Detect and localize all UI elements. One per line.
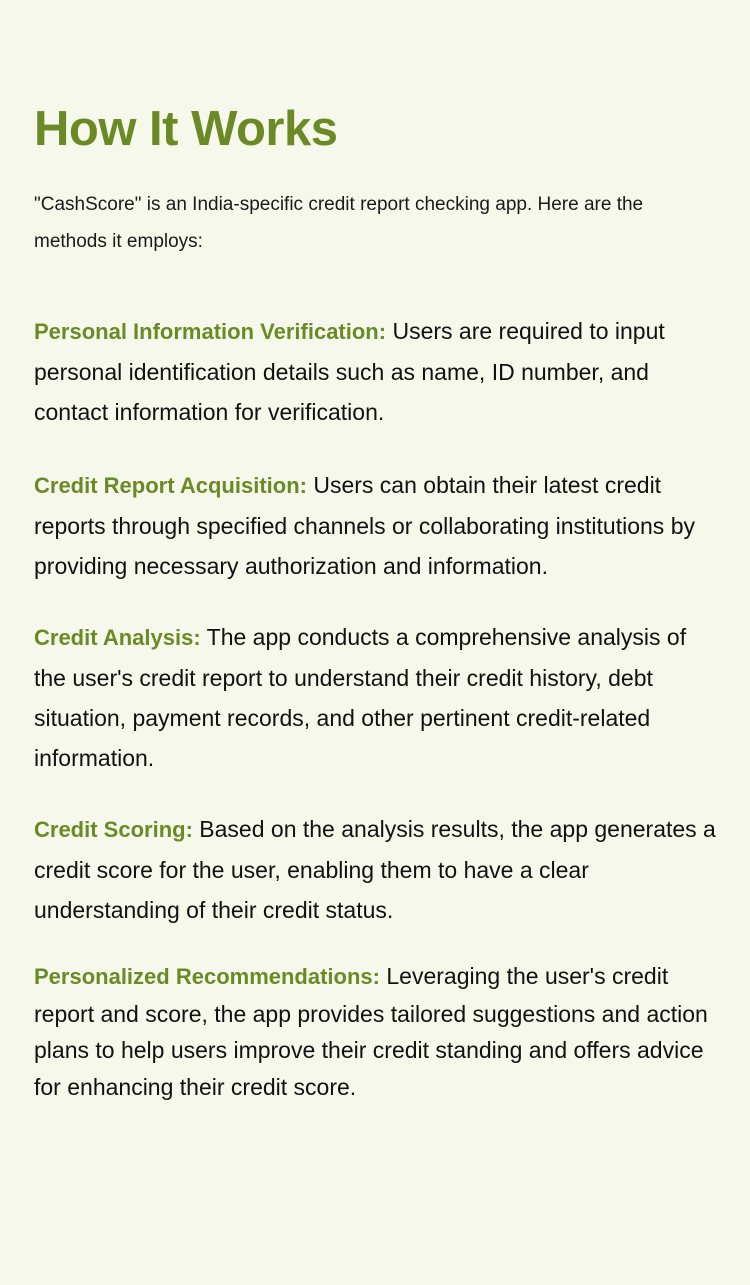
method-label: Credit Scoring: — [34, 817, 193, 842]
method-personal-information-verification — [34, 311, 716, 432]
method-label: Personal Information Verification: — [34, 319, 387, 344]
method-label: Credit Report Acquisition: — [34, 473, 307, 498]
method-credit-scoring — [34, 809, 716, 930]
method-personalized-recommendations — [34, 958, 716, 1105]
method-description: Users are required to input personal identification details such as name, ID number, and contact information for verification. — [34, 318, 665, 425]
method-description: Users can obtain their latest credit reports through specified channels or collaborating institutions by providing necessary authorization and information. — [34, 472, 695, 579]
method-label: Credit Analysis: — [34, 625, 201, 650]
method-label: Personalized Recommendations: — [34, 964, 380, 989]
page-title: How It Works — [34, 102, 338, 156]
methods-list — [34, 311, 716, 1105]
method-description: Based on the analysis results, the app generates a credit score for the user, enabling them to have a clear understanding of their credit status. — [34, 816, 716, 923]
method-description: Leveraging the user's credit report and score, the app provides tailored suggestions and action plans to help users improve their credit standing and offers advice for enhancing their credit score. — [34, 963, 708, 1100]
method-credit-report-acquisition — [34, 465, 716, 586]
method-description: The app conducts a comprehensive analysis of the user's credit report to understand their credit history, debt situation, payment records, and other pertinent credit-related information. — [34, 624, 687, 771]
intro-text: "CashScore" is an India-specific credit report checking app. Here are the methods it employs: — [34, 194, 644, 252]
method-credit-analysis — [34, 617, 716, 778]
